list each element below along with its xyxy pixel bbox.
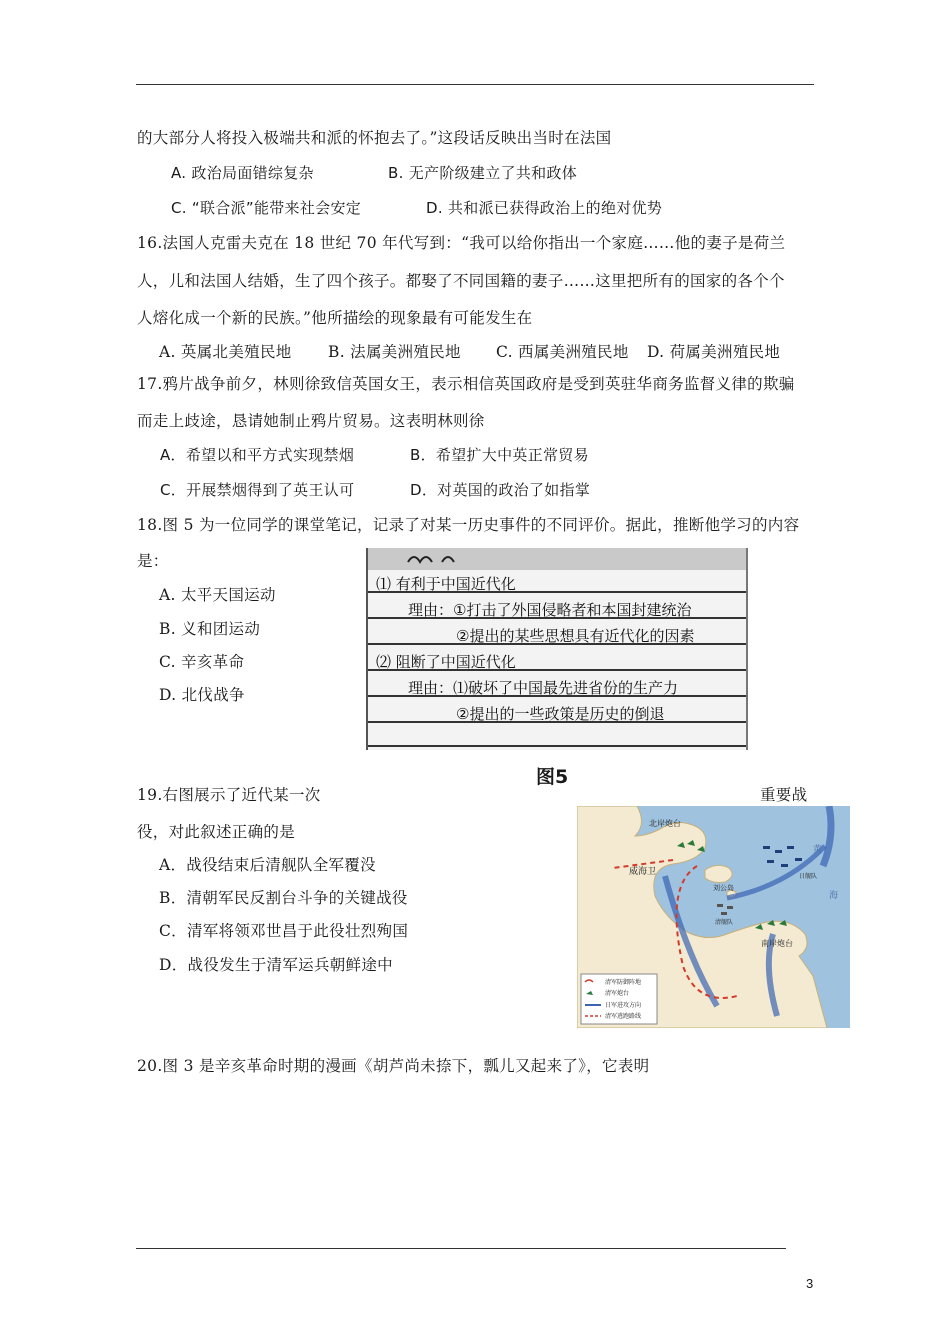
map-label-qing-fleet: 清舰队 (715, 919, 734, 926)
note-line-5: 理由：⑴破坏了中国最先进省份的生产力 (408, 679, 679, 697)
page-number: 3 (806, 1276, 814, 1291)
q17-line-1: 17.鸦片战争前夕，林则徐致信英国女王，表示相信英国政府是受到英驻华商务监督义律的欺骗 (137, 375, 795, 393)
legend-item-defense: 清军防御阵地 (605, 979, 642, 986)
figure-5-caption: 图5 (536, 766, 569, 788)
map-label-sea-2: 海 (829, 891, 839, 901)
q18-line-2: 是： (137, 552, 169, 570)
map-label-sea-1: 黄 (813, 845, 823, 855)
q18-option-a: A. 太平天国运动 (159, 586, 276, 604)
footer-rule (136, 1248, 786, 1249)
q15-option-b: B. 无产阶级建立了共和政体 (388, 164, 578, 182)
q15-option-c: C. “联合派”能带来社会安定 (171, 199, 362, 217)
q18-option-b: B. 义和团运动 (159, 620, 261, 638)
map-label-north-fort: 北岸炮台 (649, 819, 681, 828)
weihaiwei-battle-map (577, 806, 850, 1028)
map-label-weihaiwei: 威海卫 (629, 867, 657, 877)
q15-option-d: D. 共和派已获得政治上的绝对优势 (426, 199, 663, 217)
q17-option-a: A．希望以和平方式实现禁烟 (160, 446, 355, 464)
q18-option-d: D. 北伐战争 (159, 686, 245, 704)
figure-5-notes (366, 548, 748, 750)
note-line-3: ②提出的某些思想具有近代化的因素 (456, 627, 695, 645)
note-line-6: ②提出的一些政策是历史的倒退 (456, 705, 665, 723)
note-line-4: ⑵ 阻断了中国近代化 (376, 653, 516, 671)
q19-option-a: A．战役结束后清舰队全军覆没 (159, 856, 376, 874)
q16-option-a: A. 英属北美殖民地 (159, 343, 292, 361)
q17-line-2: 而走上歧途，恳请她制止鸦片贸易。这表明林则徐 (137, 412, 485, 430)
note-line-1: ⑴ 有利于中国近代化 (376, 575, 516, 593)
q20-line: 20.图 3 是辛亥革命时期的漫画《胡芦尚未捺下，瓢儿又起来了》，它表明 (137, 1057, 650, 1075)
q18-option-c: C. 辛亥革命 (159, 653, 245, 671)
q19-option-b: B．清朝军民反割台斗争的关键战役 (159, 889, 408, 907)
q16-option-b: B. 法属美洲殖民地 (328, 343, 461, 361)
q16-line-2: 人，儿和法国人结婚，生了四个孩子。都娶了不同国籍的妻子……这里把所有的国家的各个个 (137, 272, 785, 290)
map-label-japan-fleet: 日舰队 (799, 873, 818, 880)
note-line-2: 理由：①打击了外国侵略者和本国封建统治 (408, 601, 692, 619)
legend-item-japan-attack: 日军进攻方向 (605, 1002, 642, 1009)
q19-line-2: 役，对此叙述正确的是 (137, 823, 296, 841)
q19-option-c: C．清军将领邓世昌于此役壮烈殉国 (159, 922, 409, 940)
q19-option-d: D．战役发生于清军运兵朝鲜途中 (159, 956, 393, 974)
q18-line-1: 18.图 5 为一位同学的课堂笔记，记录了对某一历史事件的不同评价。据此，推断他学习的内容 (137, 516, 800, 534)
legend-item-qing-escape: 清军逃跑路线 (605, 1013, 642, 1020)
q19-line-1-left: 19.右图展示了近代某一次 (137, 786, 321, 804)
q16-option-c: C. 西属美洲殖民地 (496, 343, 629, 361)
map-label-liugong: 刘公岛 (713, 884, 734, 892)
q15-continuation: 的大部分人将投入极端共和派的怀抱去了。”这段话反映出当时在法国 (137, 129, 612, 147)
map-label-south-fort: 南岸炮台 (761, 939, 793, 948)
q17-option-b: B．希望扩大中英正常贸易 (410, 446, 589, 464)
legend-item-fort: 清军炮台 (605, 990, 630, 997)
q17-option-d: D．对英国的政治了如指掌 (410, 481, 591, 499)
q19-line-1-right: 重要战 (760, 786, 808, 804)
q15-option-a: A. 政治局面错综复杂 (171, 164, 314, 182)
q16-option-d: D. 荷属美洲殖民地 (647, 343, 781, 361)
q16-line-3: 人熔化成一个新的民族。”他所描绘的现象最有可能发生在 (137, 309, 533, 327)
q17-option-c: C．开展禁烟得到了英王认可 (160, 481, 355, 499)
q16-line-1: 16.法国人克雷夫克在 18 世纪 70 年代写到：“我可以给你指出一个家庭……他的妻子是荷兰 (137, 234, 786, 252)
header-rule (136, 84, 814, 85)
